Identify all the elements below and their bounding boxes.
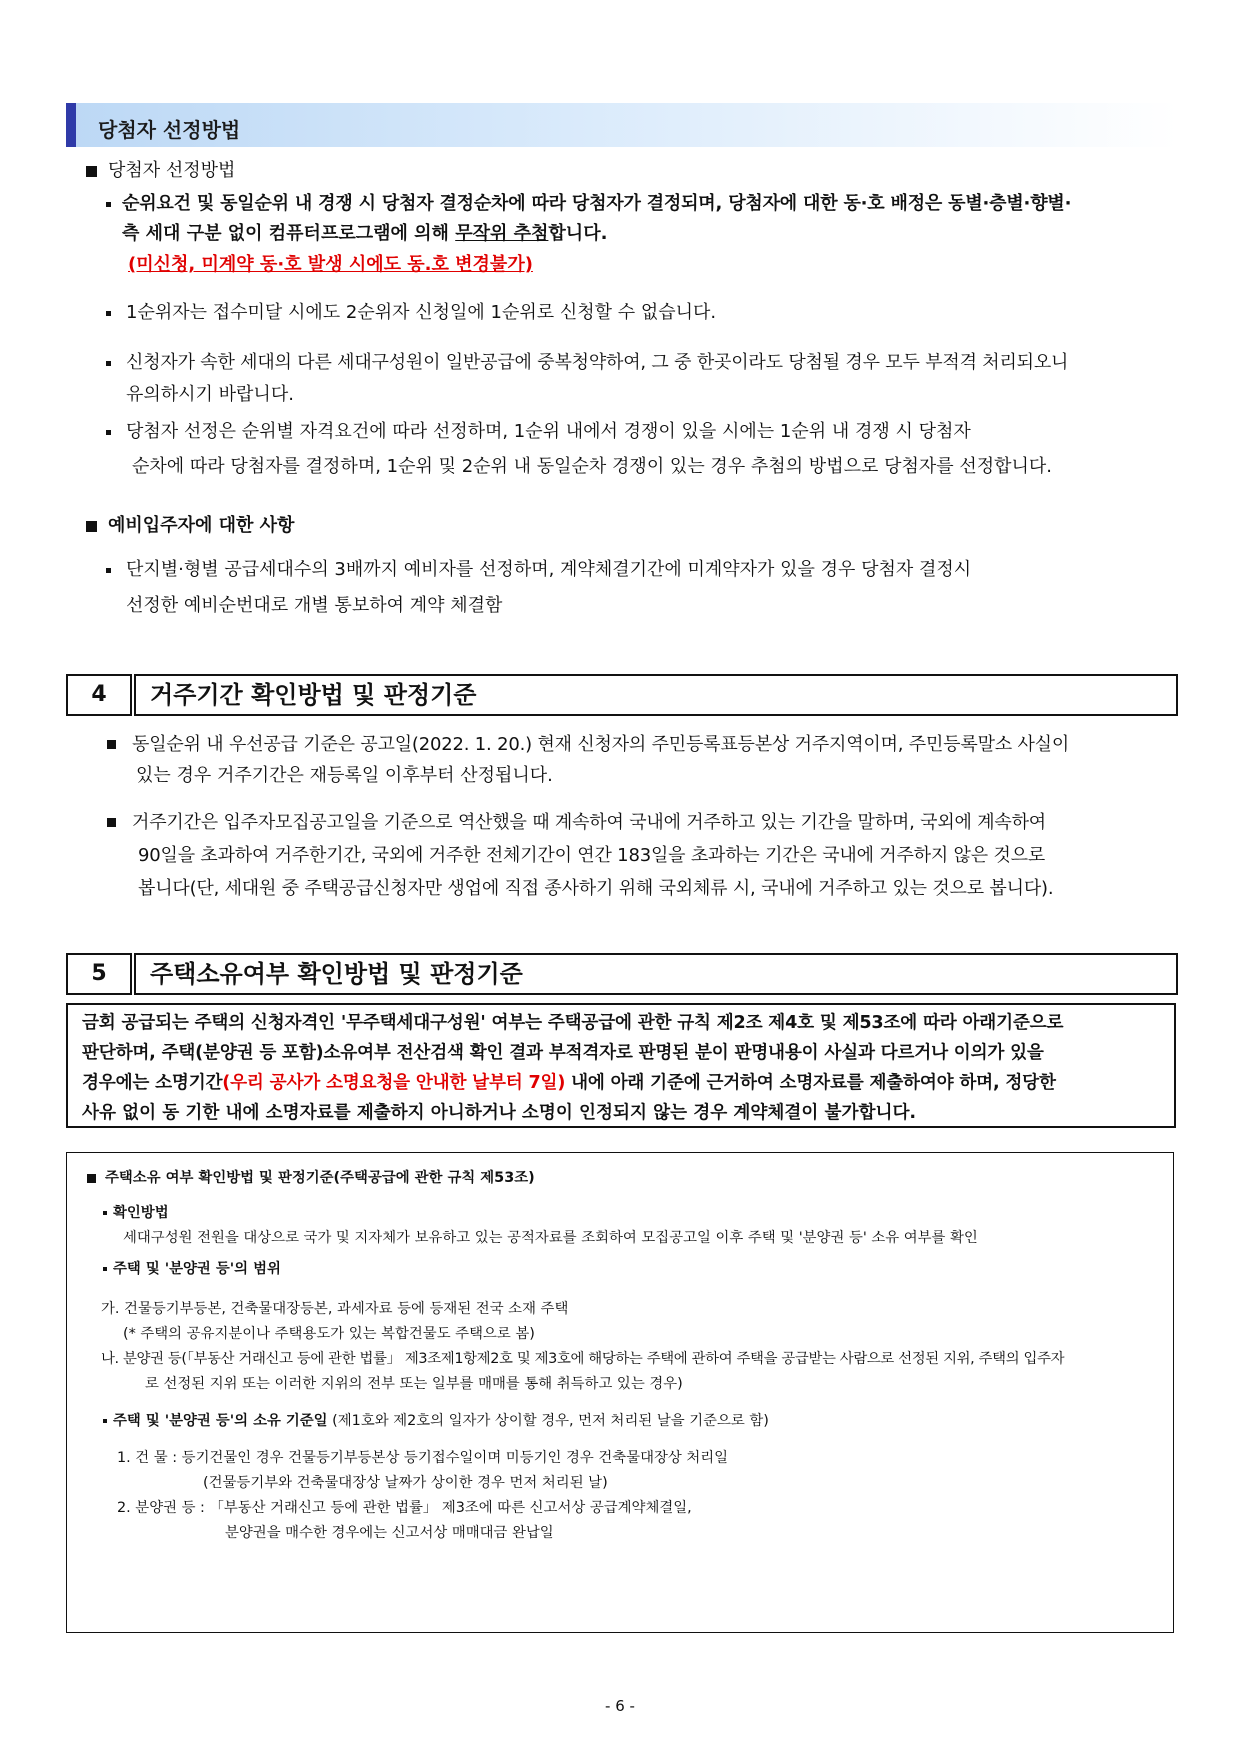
square-bullet-icon	[107, 818, 116, 827]
bullet-icon	[106, 311, 111, 316]
criteria-text: 2. 분양권 등 : 「부동산 거래신고 등에 관한 법률」 제3조에 따른 신고서상 공급계약체결일,	[117, 1500, 692, 1516]
heading-accent	[66, 103, 76, 147]
bullet-icon	[106, 568, 111, 573]
criteria-text: 나. 분양권 등(「부동산 거래신고 등에 관한 법률」 제3조제1항제2호 및 제3호에 해당하는 주택에 관하여 주택을 공급받는 사람으로 선정된 지위, 주택의 입주자	[101, 1351, 1065, 1367]
section-title: 주택소유여부 확인방법 및 판정기준	[134, 953, 1178, 995]
bullet-line: 선정한 예비순번대로 개별 통보하여 계약 체결함	[126, 595, 503, 616]
bullet-icon	[103, 1419, 107, 1423]
criteria-label: 주택 및 '분양권 등'의 범위	[113, 1261, 281, 1277]
subheading: 당첨자 선정방법	[108, 160, 236, 181]
subheading: 예비입주자에 대한 사항	[108, 515, 295, 536]
bullet-line: 있는 경우 거주기간은 재등록일 이후부터 산정됩니다.	[136, 765, 553, 786]
bullet-icon	[103, 1267, 107, 1271]
bullet-line: 순차에 따라 당첨자를 결정하며, 1순위 및 2순위 내 동일순차 경쟁이 있는 경우 추첨의 방법으로 당첨자를 선정합니다.	[132, 456, 1053, 477]
square-bullet-icon	[86, 166, 97, 177]
notice-box	[66, 1003, 1176, 1128]
bullet-line: 동일순위 내 우선공급 기준은 공고일(2022. 1. 20.) 현재 신청자의 주민등록표등본상 거주지역이며, 주민등록말소 사실이	[132, 734, 1070, 755]
criteria-text: 분양권을 매수한 경우에는 신고서상 매매대금 완납일	[225, 1525, 554, 1541]
square-bullet-icon	[107, 740, 116, 749]
bullet-icon	[106, 430, 111, 435]
bullet-icon	[106, 361, 111, 366]
criteria-text: 가. 건물등기부등본, 건축물대장등본, 과세자료 등에 등재된 전국 소재 주택	[101, 1301, 569, 1317]
bullet-line: 거주기간은 입주자모집공고일을 기준으로 역산했을 때 계속하여 국내에 거주하고 있는 기간을 말하며, 국외에 계속하여	[132, 812, 1046, 833]
square-bullet-icon	[86, 521, 97, 532]
bullet-line: 단지별·형별 공급세대수의 3배까지 예비자를 선정하며, 계약체결기간에 미계약자가 있을 경우 당첨자 결정시	[126, 559, 972, 580]
criteria-heading: 주택소유 여부 확인방법 및 판정기준(주택공급에 관한 규칙 제53조)	[105, 1170, 535, 1186]
criteria-label: 확인방법	[113, 1205, 169, 1221]
criteria-text: 로 선정된 지위 또는 이러한 지위의 전부 또는 일부를 매매를 통해 취득하고 있는 경우)	[145, 1376, 683, 1392]
notice-line: 사유 없이 동 기한 내에 소명자료를 제출하지 아니하거나 소명이 인정되지 않는 경우 계약체결이 불가합니다.	[82, 1103, 917, 1123]
bullet-line: 당첨자 선정은 순위별 자격요건에 따라 선정하며, 1순위 내에서 경쟁이 있을 시에는 1순위 내 경쟁 시 당첨자	[126, 421, 971, 442]
bullet-line: 순위요건 및 동일순위 내 경쟁 시 당첨자 결정순차에 따라 당첨자가 결정되며, 당첨자에 대한 동·호 배정은 동별·층별·향별·	[122, 193, 1072, 214]
bullet-line: 유의하시기 바랍니다.	[126, 384, 294, 405]
bullet-line: 1순위자는 접수미달 시에도 2순위자 신청일에 1순위로 신청할 수 없습니다.	[126, 302, 717, 323]
bullet-line: 신청자가 속한 세대의 다른 세대구성원이 일반공급에 중복청약하여, 그 중 한곳이라도 당첨될 경우 모두 부적격 처리되오니	[126, 352, 1069, 373]
notice-line: 판단하며, 주택(분양권 등 포함)소유여부 전산검색 확인 결과 부적격자로 판명된 분이 판명내용이 사실과 다르거나 이의가 있을	[82, 1043, 1044, 1063]
criteria-text: (건물등기부와 건축물대장상 날짜가 상이한 경우 먼저 처리된 날)	[203, 1475, 608, 1491]
section-heading-bar	[66, 103, 1178, 147]
bullet-line: 측 세대 구분 없이 컴퓨터프로그램에 의해 무작위 추첨합니다.	[122, 223, 608, 244]
section-title: 거주기간 확인방법 및 판정기준	[134, 674, 1178, 716]
square-bullet-icon	[87, 1174, 96, 1183]
criteria-note: (* 주택의 공유지분이나 주택용도가 있는 복합건물도 주택으로 봄)	[123, 1326, 535, 1342]
notice-line: 금회 공급되는 주택의 신청자격인 '무주택세대구성원' 여부는 주택공급에 관한 규칙 제2조 제4호 및 제53조에 따라 아래기준으로	[82, 1013, 1064, 1033]
page-number: - 6 -	[605, 1697, 635, 1715]
section-number: 5	[66, 953, 132, 995]
criteria-text: 1. 건 물 : 등기건물인 경우 건물등기부등본상 등기접수일이며 미등기인 경우 건축물대장상 처리일	[117, 1450, 729, 1466]
bullet-icon	[103, 1211, 107, 1215]
bullet-line: 봅니다(단, 세대원 중 주택공급신청자만 생업에 직접 종사하기 위해 국외체류 시, 국내에 거주하고 있는 것으로 봅니다).	[138, 878, 1054, 899]
section-title: 당첨자 선정방법	[98, 118, 241, 142]
criteria-label-line: 주택 및 '분양권 등'의 소유 기준일 (제1호와 제2호의 일자가 상이할 경우, 먼저 처리된 날을 기준으로 함)	[113, 1413, 769, 1429]
bullet-icon	[106, 202, 111, 207]
criteria-text: 세대구성원 전원을 대상으로 국가 및 지자체가 보유하고 있는 공적자료를 조회하여 모집공고일 이후 주택 및 '분양권 등' 소유 여부를 확인	[123, 1230, 978, 1246]
warning-line: (미신청, 미계약 동·호 발생 시에도 동.호 변경불가)	[128, 254, 533, 275]
section-number: 4	[66, 674, 132, 716]
notice-line: 경우에는 소명기간(우리 공사가 소명요청을 안내한 날부터 7일) 내에 아래 기준에 근거하여 소명자료를 제출하여야 하며, 정당한	[82, 1073, 1056, 1093]
criteria-box	[66, 1152, 1174, 1633]
bullet-line: 90일을 초과하여 거주한기간, 국외에 거주한 전체기간이 연간 183일을 초과하는 기간은 국내에 거주하지 않은 것으로	[138, 845, 1046, 866]
